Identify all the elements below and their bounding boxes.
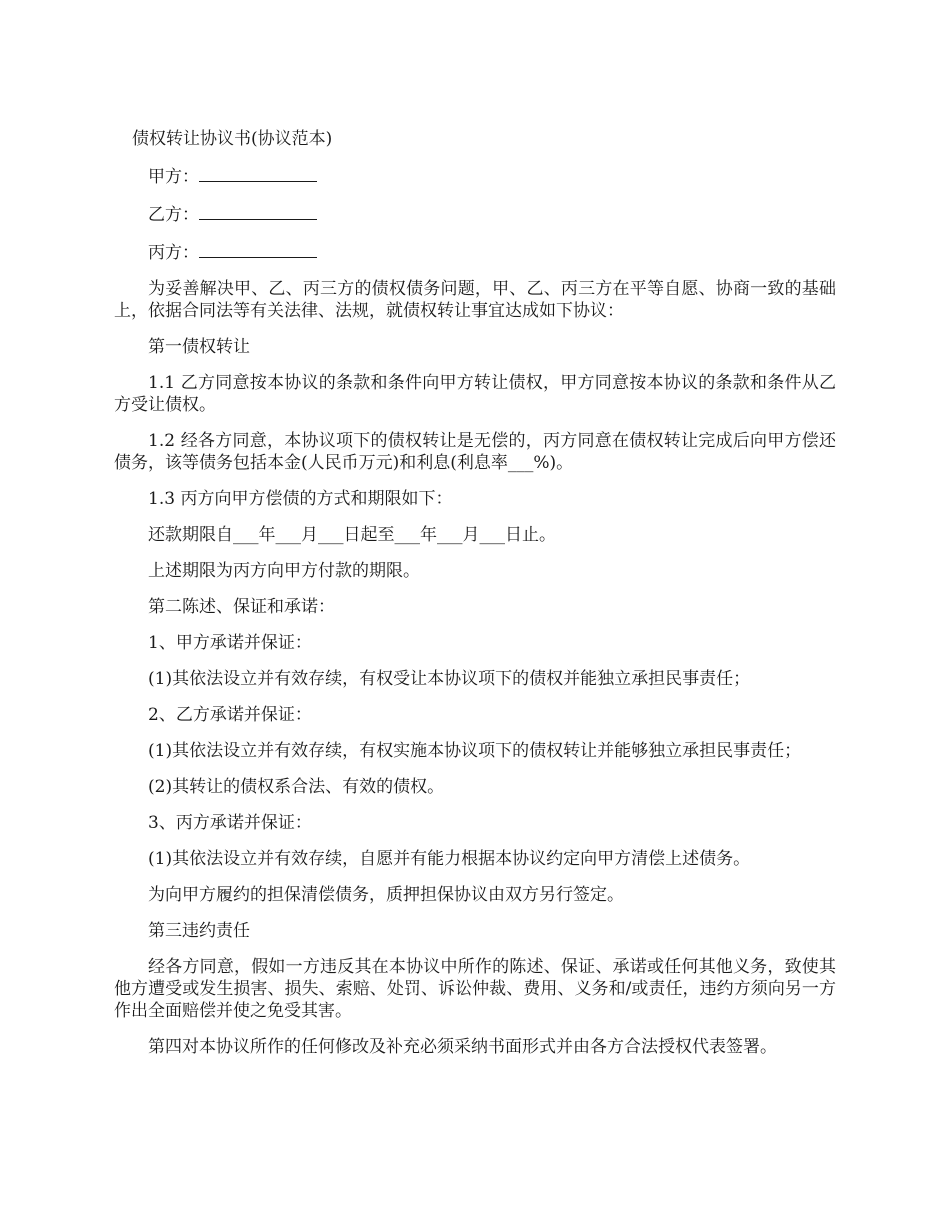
clause-1-2: 1.2 经各方同意，本协议项下的债权转让是无偿的，丙方同意在债权转让完成后向甲方偿还债务，该等债务包括本金(人民币万元)和利息(利息率___%)。 xyxy=(114,431,836,473)
party-b-warranty-1: (1)其依法设立并有效存续，有权实施本协议项下的债权转让并能够独立承担民事责任； xyxy=(148,741,802,761)
party-b-warranty-heading: 2、乙方承诺并保证： xyxy=(148,705,312,725)
party-c-label: 丙方： xyxy=(148,243,199,263)
party-b-warranty-2: (2)其转让的债权系合法、有效的债权。 xyxy=(148,777,445,797)
liability-clause: 经各方同意，假如一方违反其在本协议中所作的陈述、保证、承诺或任何其他义务，致使其他方遭受或发生损害、损失、索赔、处罚、诉讼仲裁、费用、义务和/或责任，违约方须向另一方作出全面赔偿并使之免受其害。 xyxy=(114,957,836,1021)
party-b-blank xyxy=(199,202,317,220)
section-4-amendment: 第四对本协议所作的任何修改及补充必须采纳书面形式并由各方合法授权代表签署。 xyxy=(148,1037,777,1057)
party-a-line xyxy=(148,164,836,188)
repayment-period: 还款期限自___年___月___日起至___年___月___日止。 xyxy=(148,525,556,545)
party-c-line xyxy=(148,240,836,264)
pledge-note: 为向甲方履约的担保清偿债务，质押担保协议由双方另行签定。 xyxy=(148,885,624,905)
party-a-label: 甲方： xyxy=(148,167,199,187)
party-b-line xyxy=(148,202,836,226)
clause-1-3: 1.3 丙方向甲方偿债的方式和期限如下： xyxy=(148,489,453,509)
repayment-note: 上述期限为丙方向甲方付款的期限。 xyxy=(148,561,420,581)
party-a-warranty-heading: 1、甲方承诺并保证： xyxy=(148,633,312,653)
party-c-blank xyxy=(199,240,317,258)
section-heading-2: 第二陈述、保证和承诺： xyxy=(148,597,335,617)
party-a-warranty-1: (1)其依法设立并有效存续，有权受让本协议项下的债权并能独立承担民事责任； xyxy=(148,669,751,689)
document-title: 债权转让协议书(协议范本) xyxy=(132,129,333,149)
section-heading-3: 第三违约责任 xyxy=(148,921,250,941)
party-a-blank xyxy=(199,164,317,182)
party-b-label: 乙方： xyxy=(148,205,199,225)
paragraph-preamble: 为妥善解决甲、乙、丙三方的债权债务问题，甲、乙、丙三方在平等自愿、协商一致的基础上，依据合同法等有关法律、法规，就债权转让事宜达成如下协议： xyxy=(114,279,836,321)
party-c-warranty-1: (1)其依法设立并有效存续，自愿并有能力根据本协议约定向甲方清偿上述债务。 xyxy=(148,849,751,869)
section-heading-1: 第一债权转让 xyxy=(148,337,250,357)
clause-1-1: 1.1 乙方同意按本协议的条款和条件向甲方转让债权，甲方同意按本协议的条款和条件从乙方受让债权。 xyxy=(114,373,836,415)
party-c-warranty-heading: 3、丙方承诺并保证： xyxy=(148,813,312,833)
